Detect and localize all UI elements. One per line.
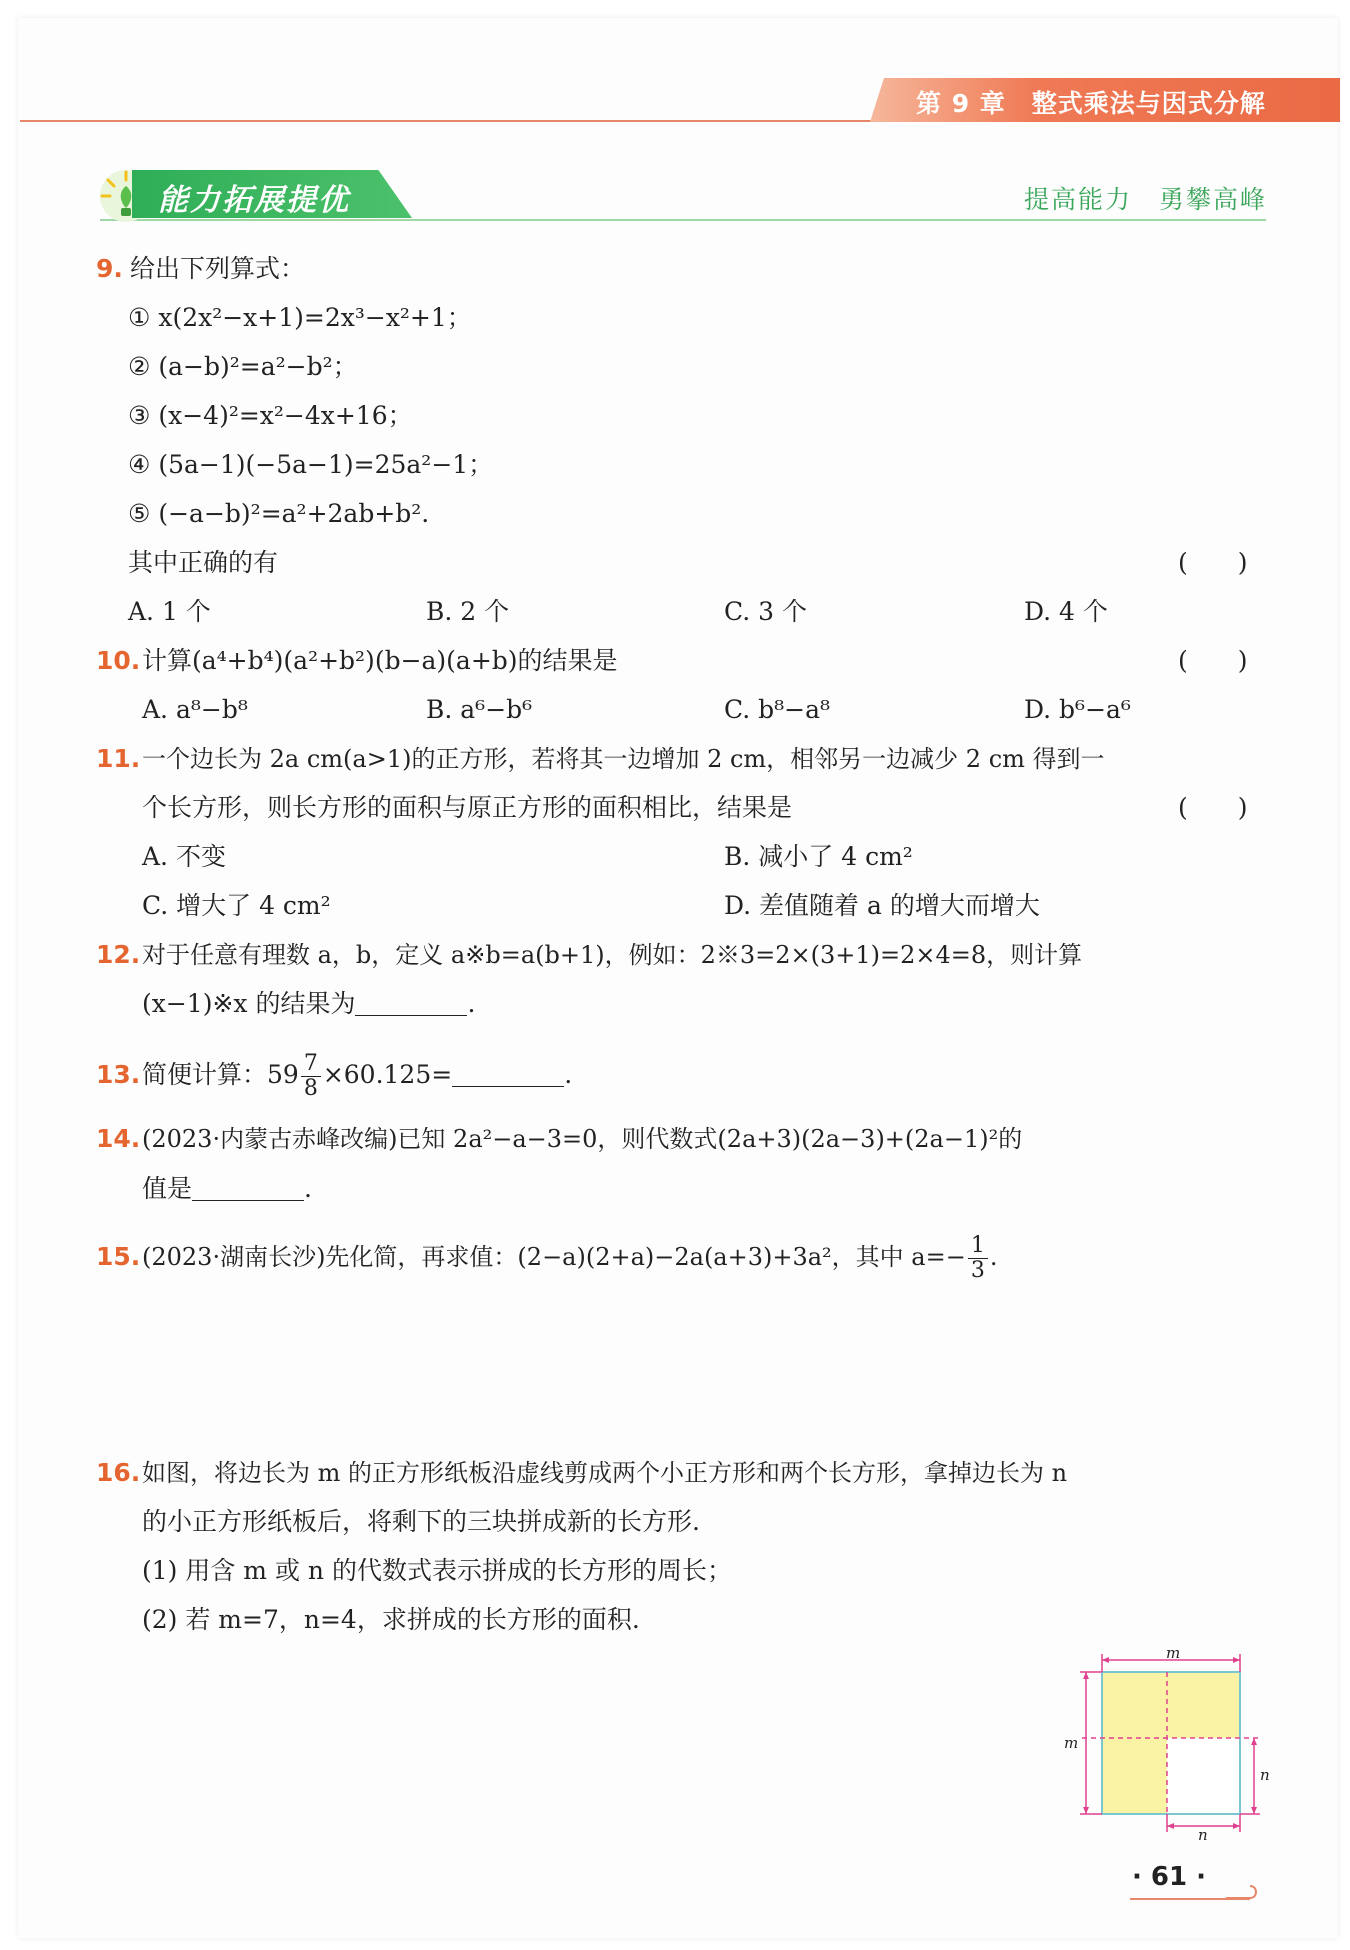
stem-text: 值是 bbox=[142, 1174, 193, 1203]
question-stem-cont: 的小正方形纸板后，将剩下的三块拼成新的长方形. bbox=[142, 1507, 700, 1536]
question-stem-cont: 个长方形，则长方形的面积与原正方形的面积相比，结果是 bbox=[142, 793, 793, 822]
option-c: C. 增大了 4 cm² bbox=[142, 891, 331, 920]
option-c: C. b⁸−a⁸ bbox=[724, 695, 831, 724]
option-b: B. 2 个 bbox=[426, 597, 510, 626]
fraction-denominator: 8 bbox=[303, 1076, 318, 1101]
option-c: C. 3 个 bbox=[724, 597, 807, 626]
question-stem-cont bbox=[142, 987, 475, 1021]
question-stem bbox=[142, 1038, 572, 1112]
question-number: 16. bbox=[96, 1458, 141, 1487]
question-stem: 计算(a⁴+b⁴)(a²+b²)(b−a)(a+b)的结果是 bbox=[142, 646, 618, 675]
label-bottom-n: n bbox=[1198, 1826, 1208, 1840]
question-number: 12. bbox=[96, 940, 141, 969]
equation-item: ① x(2x²−x+1)=2x³−x²+1； bbox=[128, 303, 472, 332]
stem-text: (x−1)※x 的结果为 bbox=[142, 989, 356, 1018]
stem-text: ×60.125= bbox=[322, 1060, 453, 1089]
question-number: 14. bbox=[96, 1124, 141, 1153]
stem-end: . bbox=[467, 989, 476, 1018]
question-prompt: 其中正确的有 bbox=[128, 548, 279, 577]
option-b: B. a⁶−b⁶ bbox=[426, 695, 533, 724]
answer-blank[interactable] bbox=[452, 1062, 564, 1087]
option-a: A. a⁸−b⁸ bbox=[142, 695, 248, 724]
label-right-n: n bbox=[1260, 1766, 1270, 1784]
answer-paren: ( ) bbox=[1178, 793, 1248, 822]
answer-blank[interactable] bbox=[355, 991, 467, 1016]
fraction-numerator: 1 bbox=[968, 1234, 988, 1259]
question-stem: 给出下列算式： bbox=[130, 254, 306, 283]
question-stem-cont bbox=[142, 1172, 312, 1206]
stem-end: . bbox=[304, 1174, 312, 1203]
label-left-m: m bbox=[1064, 1734, 1079, 1752]
section-title: 能力拓展提优 bbox=[158, 183, 350, 218]
removed-square bbox=[1167, 1738, 1240, 1814]
section-motto: 提高能力 勇攀高峰 bbox=[1024, 185, 1268, 214]
option-b: B. 减小了 4 cm² bbox=[724, 842, 913, 871]
question-number: 9. bbox=[96, 254, 123, 283]
question-stem: 对于任意有理数 a，b，定义 a※b=a(b+1)，例如：2※3=2×(3+1)=2×4=8，则计算 bbox=[142, 941, 1083, 969]
answer-blank[interactable] bbox=[192, 1176, 304, 1201]
sub-question-1: (1) 用含 m 或 n 的代数式表示拼成的长方形的周长； bbox=[142, 1556, 732, 1585]
stem-text: (2023·湖南长沙)先化简，再求值：(2−a)(2+a)−2a(a+3)+3a²，其中 a=− bbox=[142, 1243, 966, 1271]
option-d: D. 4 个 bbox=[1024, 597, 1108, 626]
square-cut-figure bbox=[1062, 1650, 1278, 1840]
equation-item: ③ (x−4)²=x²−4x+16； bbox=[128, 401, 413, 430]
fraction-numerator: 7 bbox=[301, 1052, 321, 1077]
option-d: D. b⁶−a⁶ bbox=[1024, 695, 1131, 724]
question-number: 13. bbox=[96, 1060, 141, 1089]
option-a: A. 1 个 bbox=[128, 597, 211, 626]
stem-end: . bbox=[989, 1243, 998, 1271]
option-a: A. 不变 bbox=[142, 842, 226, 871]
question-number: 11. bbox=[96, 744, 141, 773]
stem-end: . bbox=[564, 1060, 573, 1089]
question-number: 10. bbox=[96, 646, 141, 675]
question-stem: 一个边长为 2a cm(a>1)的正方形，若将其一边增加 2 cm，相邻另一边减少 2 cm 得到一 bbox=[142, 745, 1105, 773]
question-stem bbox=[142, 1220, 997, 1294]
equation-item: ④ (5a−1)(−5a−1)=25a²−1； bbox=[128, 450, 494, 479]
fraction-denominator: 3 bbox=[970, 1258, 985, 1283]
label-top-m: m bbox=[1166, 1650, 1181, 1662]
question-number: 15. bbox=[96, 1242, 141, 1271]
page-number: · 61 · bbox=[1132, 1862, 1207, 1892]
question-stem: 如图，将边长为 m 的正方形纸板沿虚线剪成两个小正方形和两个长方形，拿掉边长为 n bbox=[142, 1459, 1068, 1487]
page-curl-icon bbox=[1226, 1878, 1260, 1900]
mixed-fraction bbox=[301, 1052, 321, 1101]
chapter-title: 第 9 章 整式乘法与因式分解 bbox=[916, 89, 1266, 118]
equation-item: ⑤ (−a−b)²=a²+2ab+b². bbox=[128, 499, 430, 528]
option-d: D. 差值随着 a 的增大而增大 bbox=[724, 891, 1040, 920]
question-stem: (2023·内蒙古赤峰改编)已知 2a²−a−3=0，则代数式(2a+3)(2a−3)+(2a−1)²的 bbox=[142, 1125, 1023, 1153]
sub-question-2: (2) 若 m=7，n=4，求拼成的长方形的面积. bbox=[142, 1605, 640, 1634]
section-rule bbox=[100, 219, 1266, 221]
fraction bbox=[968, 1234, 988, 1283]
stem-text: 简便计算：59 bbox=[142, 1060, 299, 1089]
answer-paren: ( ) bbox=[1178, 548, 1248, 577]
answer-paren: ( ) bbox=[1178, 646, 1248, 675]
equation-item: ② (a−b)²=a²−b²； bbox=[128, 352, 358, 381]
